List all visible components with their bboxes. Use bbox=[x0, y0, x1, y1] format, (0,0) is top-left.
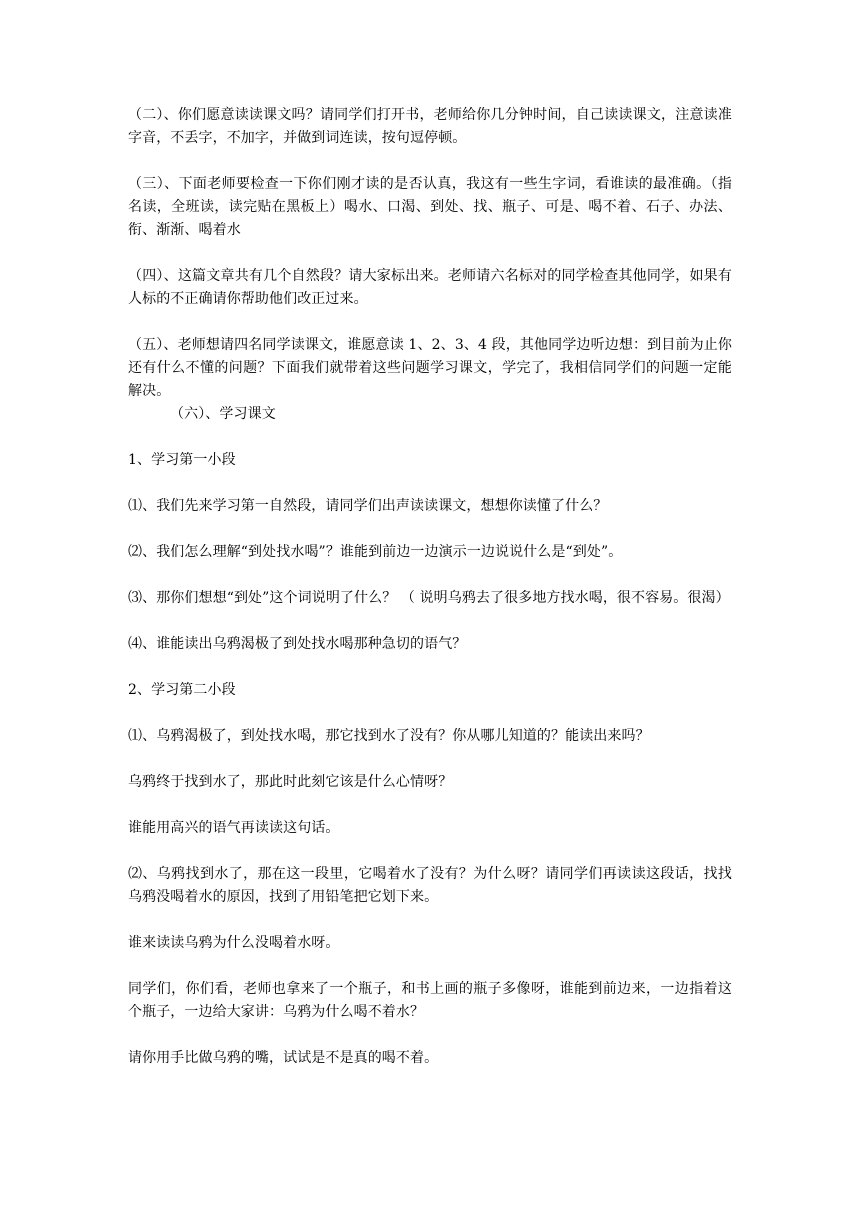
document-body bbox=[128, 104, 732, 1070]
list-item: ⑵、乌鸦找到水了，那在这一段里，它喝着水了没有？为什么呀？请同学们再读读这段话，找找乌鸦没喝着水的原因，找到了用铅笔把它划下来。 bbox=[128, 866, 732, 905]
subheading-first-section: 1、学习第一小段 bbox=[128, 452, 236, 468]
section-heading-learn-text: （六）、学习课文 bbox=[170, 406, 276, 422]
paragraph-group-reading: （五）、老师想请四名同学读课文，谁愿意读 1、2、3、4 段，其他同学边听边想：到目前为止你还有什么不懂的问题？下面我们就带着这些问题学习课文，学完了，我相信同学们的问题一定能解决。 bbox=[128, 337, 732, 399]
paragraph: 同学们，你们看，老师也拿来了一个瓶子，和书上画的瓶子多像呀，谁能到前边来，一边指着这个瓶子，一边给大家讲：乌鸦为什么喝不着水？ bbox=[128, 981, 732, 1020]
list-item: ⑴、我们先来学习第一自然段，请同学们出声读读课文，想想你读懂了什么？ bbox=[128, 498, 608, 514]
paragraph-vocabulary-check: （三）、下面老师要检查一下你们刚才读的是否认真，我这有一些生字词，看谁读的最准确。（指名读，全班读，读完贴在黑板上）喝水、口渴、到处、找、瓶子、可是、喝不着、石子、办法、衔、渐渐、喝着水 bbox=[128, 176, 732, 238]
paragraph-reading-instruction: （二）、你们愿意读读课文吗？请同学们打开书，老师给你几分钟时间，自己读读课文，注意读准字音，不丢字，不加字，并做到词连读，按句逗停顿。 bbox=[128, 107, 732, 146]
list-item: ⑵、我们怎么理解“到处找水喝”？谁能到前边一边演示一边说说什么是“到处”。 bbox=[128, 544, 623, 560]
subheading-second-section: 2、学习第二小段 bbox=[128, 682, 236, 698]
paragraph-natural-sections: （四）、这篇文章共有几个自然段？请大家标出来。老师请六名标对的同学检查其他同学，如果有人标的不正确请你帮助他们改正过来。 bbox=[128, 268, 732, 307]
list-item: ⑴、乌鸦渴极了，到处找水喝，那它找到水了没有？你从哪儿知道的？能读出来吗？ bbox=[128, 728, 650, 744]
paragraph: 请你用手比做乌鸦的嘴，试试是不是真的喝不着。 bbox=[128, 1050, 439, 1066]
paragraph: 谁来读读乌鸦为什么没喝着水呀。 bbox=[128, 935, 340, 951]
list-item: ⑶、那你们想想“到处”这个词说明了什么？ （ 说明乌鸦去了很多地方找水喝，很不容易。很渴） bbox=[128, 590, 730, 606]
paragraph: 谁能用高兴的语气再读读这句话。 bbox=[128, 820, 340, 836]
list-item: ⑷、谁能读出乌鸦渴极了到处找水喝那种急切的语气？ bbox=[128, 636, 467, 652]
paragraph: 乌鸦终于找到水了，那此时此刻它该是什么心情呀？ bbox=[128, 774, 453, 790]
